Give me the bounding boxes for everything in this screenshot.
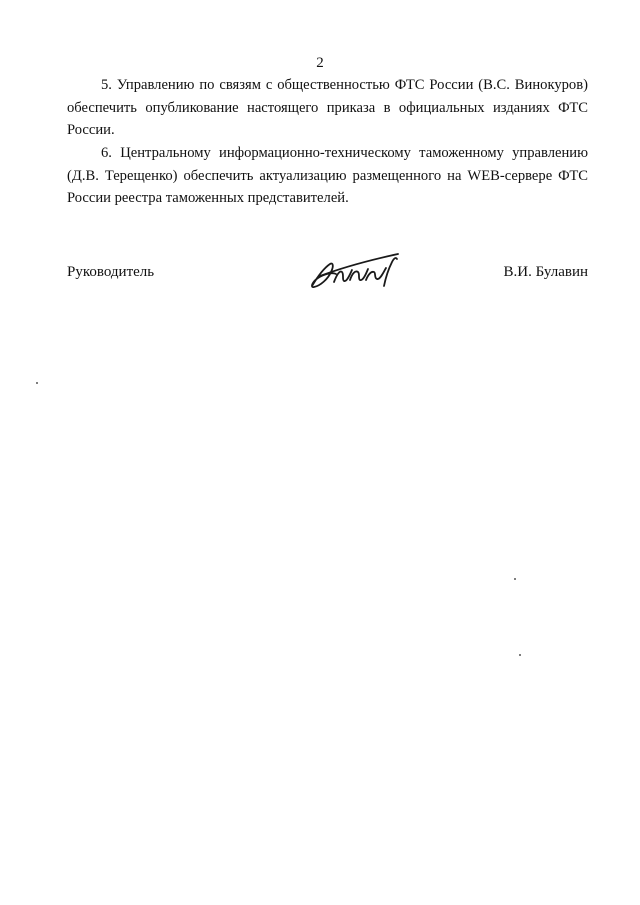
scan-speck: [514, 578, 516, 580]
paragraph-6-text: Центральному информационно-техническому таможенному управлению (Д.В. Терещенко) обеспечить актуализацию размещенного на WEB-сервере ФТС России реестра таможенных представителей.: [67, 145, 588, 206]
paragraph-6-number: 6.: [101, 145, 112, 161]
paragraph-6: [67, 142, 588, 210]
paragraph-5-number: 5.: [101, 77, 112, 93]
scan-speck: [519, 654, 521, 656]
handwritten-signature: [306, 246, 404, 296]
scan-speck: [36, 382, 38, 384]
paragraph-5: [67, 74, 588, 142]
page-number: 2: [316, 55, 324, 71]
paragraph-5-text: Управлению по связям с общественностью ФТС России (В.С. Винокуров) обеспечить опубликование настоящего приказа в официальных изданиях ФТС России.: [67, 77, 588, 138]
signatory-name: В.И. Булавин: [503, 264, 588, 280]
signatory-title: Руководитель: [67, 264, 155, 280]
